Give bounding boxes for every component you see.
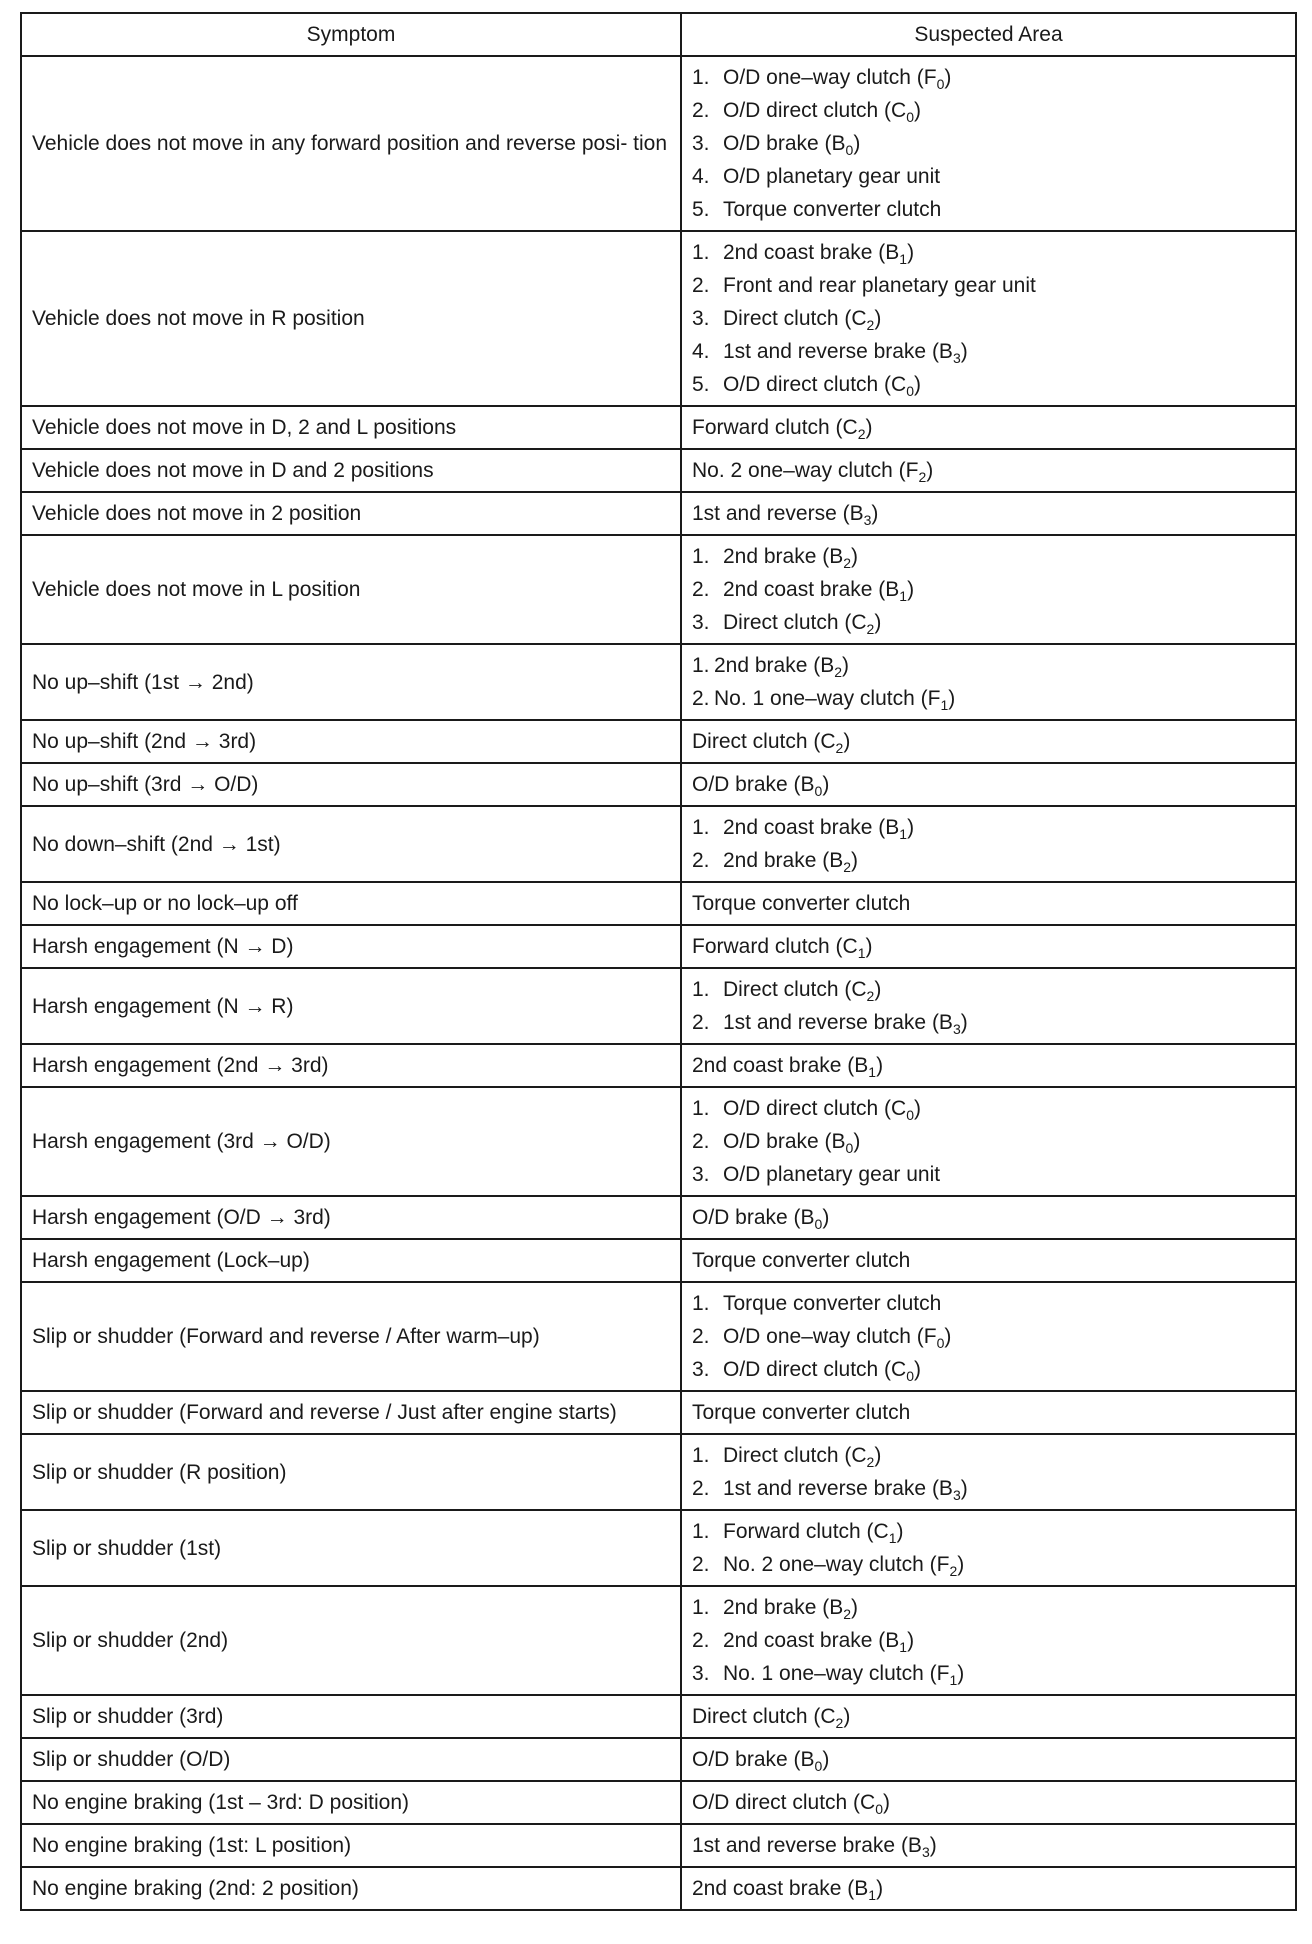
item-text-end: ) [960,1477,968,1500]
item-subscript: 2 [949,1563,958,1579]
item-text: 2nd coast brake (B [692,1054,869,1077]
suspected-area-item [692,1396,1285,1429]
item-text: 2nd brake (B [723,1596,844,1619]
suspected-area-item [692,1657,1285,1690]
symptom-cell: Slip or shudder (Forward and reverse / After warm–up) [21,1282,681,1391]
item-text: O/D direct clutch (C [723,1097,907,1120]
suspected-area-cell [681,806,1296,882]
header-row [21,13,1296,56]
suspected-area-item [692,1125,1285,1158]
symptom-cell: Slip or shudder (R position) [21,1434,681,1510]
symptom-cell: Slip or shudder (Forward and reverse / Just after engine starts) [21,1391,681,1434]
suspected-area-item [692,973,1285,1006]
suspected-area-item [692,1743,1285,1776]
symptom-cell: Slip or shudder (2nd) [21,1586,681,1695]
suspected-area-item [692,411,1285,444]
suspected-area-item [692,1700,1285,1733]
item-text: Direct clutch (C [723,1444,867,1467]
item-number: 2. [692,849,710,872]
item-text: O/D brake (B [692,1206,815,1229]
item-subscript: 3 [863,512,872,528]
item-text: Forward clutch (C [723,1520,889,1543]
suspected-area-item [692,1006,1285,1039]
item-text-end: ) [929,1834,937,1857]
table-row [21,1087,1296,1196]
item-text-end: ) [822,1206,830,1229]
item-text-end: ) [960,340,968,363]
suspected-area-item [692,1872,1285,1905]
item-subscript: 1 [899,251,908,267]
item-text-end: ) [843,730,851,753]
suspected-area-cell [681,1282,1296,1391]
suspected-area-item [692,606,1285,639]
item-text: No. 2 one–way clutch (F [692,459,919,482]
item-text: 2nd coast brake (B [692,1877,869,1900]
table-row [21,644,1296,720]
suspected-area-item [692,1244,1285,1277]
suspected-area-item [692,1786,1285,1819]
item-text-end: ) [842,654,850,677]
item-number: 1. [692,978,710,1001]
item-subscript: 1 [888,1530,897,1546]
item-number: 5. [692,198,710,221]
item-subscript: 1 [899,1639,908,1655]
item-text-end: ) [874,611,882,634]
symptom-cell: Harsh engagement (3rd → O/D) [21,1087,681,1196]
table-row [21,1867,1296,1910]
suspected-area-item [692,127,1285,160]
item-text-end: ) [822,773,830,796]
suspected-area-cell [681,56,1296,231]
item-subscript: 3 [921,1844,930,1860]
suspected-area-item [692,1548,1285,1581]
item-number: 2. [692,1325,710,1348]
item-text-end: ) [871,502,879,525]
item-text-end: ) [883,1791,891,1814]
item-text: Torque converter clutch [692,1401,911,1424]
suspected-area-item [692,725,1285,758]
symptom-cell: Slip or shudder (1st) [21,1510,681,1586]
item-text: Forward clutch (C [692,935,858,958]
suspected-area-item [692,540,1285,573]
item-text-end: ) [914,373,922,396]
suspected-area-cell [681,968,1296,1044]
item-text-end: ) [853,1130,861,1153]
suspected-area-item [692,1353,1285,1386]
item-subscript: 1 [940,697,949,713]
suspected-area-item [692,887,1285,920]
item-number: 3. [692,132,710,155]
item-text: Torque converter clutch [692,892,911,915]
item-subscript: 2 [843,859,852,875]
item-subscript: 1 [868,1064,877,1080]
suspected-area-item [692,930,1285,963]
table-row [21,1781,1296,1824]
item-subscript: 2 [843,1606,852,1622]
table-row [21,806,1296,882]
item-text-end: ) [926,459,934,482]
symptom-cell: No up–shift (1st → 2nd) [21,644,681,720]
item-subscript: 0 [936,76,945,92]
item-subscript: 0 [845,142,854,158]
item-text: O/D brake (B [723,1130,846,1153]
table-row [21,449,1296,492]
item-subscript: 0 [875,1801,884,1817]
table-row [21,925,1296,968]
item-subscript: 1 [899,826,908,842]
suspected-area-item [692,682,1285,715]
suspected-area-item [692,1624,1285,1657]
suspected-area-cell [681,882,1296,925]
table-row [21,1391,1296,1434]
item-text-end: ) [876,1877,884,1900]
suspected-area-cell [681,1781,1296,1824]
item-subscript: 2 [918,469,927,485]
item-text-end: ) [914,1097,922,1120]
item-text-end: ) [896,1520,904,1543]
item-text-end: ) [874,1444,882,1467]
table-row [21,1044,1296,1087]
item-text-end: ) [865,416,873,439]
suspected-area-item [692,269,1285,302]
table-row [21,968,1296,1044]
item-subscript: 2 [834,664,843,680]
item-subscript: 2 [835,740,844,756]
symptom-cell: No engine braking (2nd: 2 position) [21,1867,681,1910]
item-text: O/D brake (B [723,132,846,155]
suspected-area-item [692,1158,1285,1191]
suspected-area-cell [681,925,1296,968]
item-subscript: 0 [814,1758,823,1774]
table-row [21,763,1296,806]
item-text: No. 1 one–way clutch (F [714,687,941,710]
suspected-area-item [692,1591,1285,1624]
suspected-area-cell [681,1510,1296,1586]
item-text: 2nd brake (B [714,654,835,677]
table-row [21,1282,1296,1391]
item-number: 2. [692,1130,710,1153]
table-row [21,1239,1296,1282]
item-text-end: ) [843,1705,851,1728]
item-number: 3. [692,307,710,330]
item-subscript: 1 [868,1887,877,1903]
item-subscript: 1 [899,588,908,604]
suspected-area-item [692,1829,1285,1862]
symptom-cell: No up–shift (2nd → 3rd) [21,720,681,763]
symptom-column-header: Symptom [21,13,681,56]
table-row [21,720,1296,763]
item-subscript: 0 [936,1335,945,1351]
symptom-cell: Slip or shudder (O/D) [21,1738,681,1781]
symptom-cell: Vehicle does not move in D and 2 positions [21,449,681,492]
suspected-area-item [692,236,1285,269]
suspected-area-cell [681,1391,1296,1434]
item-text: 1st and reverse brake (B [723,340,953,363]
item-number: 1. [692,1444,710,1467]
item-number: 4. [692,340,710,363]
item-text: O/D planetary gear unit [723,1163,941,1186]
suspected-area-cell [681,1867,1296,1910]
item-subscript: 2 [835,1715,844,1731]
item-subscript: 3 [952,350,961,366]
item-text-end: ) [948,687,956,710]
symptom-cell: No down–shift (2nd → 1st) [21,806,681,882]
item-subscript: 0 [814,783,823,799]
table-row [21,882,1296,925]
item-number: 1. [692,66,710,89]
suspected-area-cell [681,1434,1296,1510]
suspected-area-item [692,302,1285,335]
item-number: 3. [692,1163,710,1186]
item-text-end: ) [914,1358,922,1381]
item-text: O/D planetary gear unit [723,165,941,188]
item-number: 1. [692,654,710,677]
suspected-area-item [692,1439,1285,1472]
item-text: Direct clutch (C [692,1705,836,1728]
suspected-area-cell [681,644,1296,720]
item-number: 1. [692,816,710,839]
item-text: 2nd coast brake (B [723,1629,900,1652]
suspected-area-item [692,649,1285,682]
item-text-end: ) [851,545,859,568]
suspected-area-item [692,1092,1285,1125]
troubleshooting-sheet [20,12,1295,1911]
item-text: 1st and reverse brake (B [692,1834,922,1857]
item-text: O/D direct clutch (C [692,1791,876,1814]
item-text: 2nd coast brake (B [723,578,900,601]
item-text: O/D direct clutch (C [723,99,907,122]
symptom-cell: Harsh engagement (Lock–up) [21,1239,681,1282]
suspected-area-cell [681,1196,1296,1239]
suspected-area-item [692,61,1285,94]
item-number: 1. [692,241,710,264]
table-row [21,1738,1296,1781]
symptom-cell: Harsh engagement (N → D) [21,925,681,968]
item-subscript: 0 [906,1368,915,1384]
suspected-area-item [692,1049,1285,1082]
item-number: 1. [692,545,710,568]
item-text: 2nd coast brake (B [723,816,900,839]
item-text: O/D brake (B [692,773,815,796]
item-text-end: ) [957,1553,965,1576]
item-subscript: 0 [906,109,915,125]
item-text: O/D one–way clutch (F [723,66,937,89]
item-text-end: ) [851,849,859,872]
suspected-area-cell [681,1824,1296,1867]
item-text-end: ) [944,1325,952,1348]
item-number: 2. [692,1553,710,1576]
item-text-end: ) [907,1629,915,1652]
symptom-cell: No lock–up or no lock–up off [21,882,681,925]
item-subscript: 0 [845,1140,854,1156]
item-text: No. 2 one–way clutch (F [723,1553,950,1576]
item-number: 2. [692,578,710,601]
symptom-cell: No engine braking (1st: L position) [21,1824,681,1867]
item-text-end: ) [907,241,915,264]
item-text: Direct clutch (C [723,611,867,634]
item-subscript: 0 [906,383,915,399]
item-text: 2nd coast brake (B [723,241,900,264]
item-number: 1. [692,1596,710,1619]
item-number: 5. [692,373,710,396]
symptom-cell: Vehicle does not move in D, 2 and L positions [21,406,681,449]
table-row [21,1510,1296,1586]
symptom-cell: Vehicle does not move in R position [21,231,681,406]
suspected-area-item [692,454,1285,487]
table-row [21,1434,1296,1510]
suspected-area-cell [681,720,1296,763]
table-row [21,1824,1296,1867]
suspected-area-cell [681,535,1296,644]
item-text: O/D brake (B [692,1748,815,1771]
suspected-area-item [692,193,1285,226]
item-subscript: 2 [866,621,875,637]
item-number: 3. [692,611,710,634]
item-number: 1. [692,1097,710,1120]
item-text-end: ) [944,66,952,89]
item-text: 2nd brake (B [723,545,844,568]
item-subscript: 1 [857,945,866,961]
suspected-area-item [692,1287,1285,1320]
item-text: Front and rear planetary gear unit [723,274,1036,297]
item-text: O/D direct clutch (C [723,373,907,396]
suspected-area-cell [681,1239,1296,1282]
suspected-area-cell [681,1044,1296,1087]
item-text: 1st and reverse (B [692,502,864,525]
item-subscript: 2 [857,426,866,442]
table-row [21,406,1296,449]
table-row [21,492,1296,535]
symptom-cell: Vehicle does not move in 2 position [21,492,681,535]
suspected-area-item [692,1320,1285,1353]
item-subscript: 0 [814,1216,823,1232]
suspected-area-item [692,768,1285,801]
symptom-cell: Harsh engagement (2nd → 3rd) [21,1044,681,1087]
table-row [21,56,1296,231]
symptom-cell: No engine braking (1st – 3rd: D position) [21,1781,681,1824]
symptom-cell: Harsh engagement (O/D → 3rd) [21,1196,681,1239]
suspected-area-cell [681,406,1296,449]
suspected-area-item [692,94,1285,127]
item-number: 2. [692,1477,710,1500]
suspected-area-item [692,811,1285,844]
symptom-cell: No up–shift (3rd → O/D) [21,763,681,806]
item-text: No. 1 one–way clutch (F [723,1662,950,1685]
item-number: 1. [692,1292,710,1315]
table-body [21,56,1296,1910]
item-text: O/D direct clutch (C [723,1358,907,1381]
item-number: 3. [692,1358,710,1381]
item-number: 3. [692,1662,710,1685]
item-text-end: ) [907,816,915,839]
item-subscript: 2 [866,988,875,1004]
item-text-end: ) [907,578,915,601]
item-text-end: ) [851,1596,859,1619]
item-subscript: 3 [952,1487,961,1503]
item-text-end: ) [876,1054,884,1077]
suspected-area-cell [681,492,1296,535]
item-number: 4. [692,165,710,188]
item-text-end: ) [957,1662,965,1685]
suspected-area-cell [681,1087,1296,1196]
item-text: Direct clutch (C [692,730,836,753]
table-row [21,1586,1296,1695]
suspected-area-item [692,1515,1285,1548]
item-text: Torque converter clutch [723,1292,942,1315]
suspected-area-item [692,1201,1285,1234]
item-text: 2nd brake (B [723,849,844,872]
symptom-table [20,12,1297,1911]
item-number: 2. [692,99,710,122]
suspected-area-item [692,335,1285,368]
item-text-end: ) [874,307,882,330]
item-subscript: 3 [952,1021,961,1037]
suspected-area-item [692,160,1285,193]
suspected-area-cell [681,763,1296,806]
suspected-area-column-header: Suspected Area [681,13,1296,56]
item-text-end: ) [853,132,861,155]
table-row [21,231,1296,406]
symptom-cell: Vehicle does not move in any forward position and reverse posi- tion [21,56,681,231]
item-number: 2. [692,1011,710,1034]
symptom-cell: Vehicle does not move in L position [21,535,681,644]
item-subscript: 0 [906,1107,915,1123]
item-number: 2. [692,687,710,710]
item-subscript: 2 [843,555,852,571]
item-subscript: 2 [866,1454,875,1470]
item-text-end: ) [874,978,882,1001]
suspected-area-cell [681,449,1296,492]
suspected-area-item [692,573,1285,606]
symptom-cell: Harsh engagement (N → R) [21,968,681,1044]
item-subscript: 1 [949,1672,958,1688]
item-text: 1st and reverse brake (B [723,1011,953,1034]
item-text: 1st and reverse brake (B [723,1477,953,1500]
item-text-end: ) [914,99,922,122]
item-text: Direct clutch (C [723,307,867,330]
suspected-area-item [692,1472,1285,1505]
suspected-area-item [692,497,1285,530]
table-row [21,1196,1296,1239]
suspected-area-cell [681,1586,1296,1695]
item-text-end: ) [865,935,873,958]
item-text: Torque converter clutch [723,198,942,221]
suspected-area-cell [681,1738,1296,1781]
item-text: Direct clutch (C [723,978,867,1001]
item-number: 2. [692,1629,710,1652]
suspected-area-cell [681,231,1296,406]
item-number: 1. [692,1520,710,1543]
suspected-area-item [692,368,1285,401]
symptom-cell: Slip or shudder (3rd) [21,1695,681,1738]
suspected-area-cell [681,1695,1296,1738]
item-text: Torque converter clutch [692,1249,911,1272]
item-text: O/D one–way clutch (F [723,1325,937,1348]
item-subscript: 2 [866,317,875,333]
table-row [21,1695,1296,1738]
suspected-area-item [692,844,1285,877]
item-text-end: ) [960,1011,968,1034]
item-number: 2. [692,274,710,297]
item-text: Forward clutch (C [692,416,858,439]
item-text-end: ) [822,1748,830,1771]
table-row [21,535,1296,644]
